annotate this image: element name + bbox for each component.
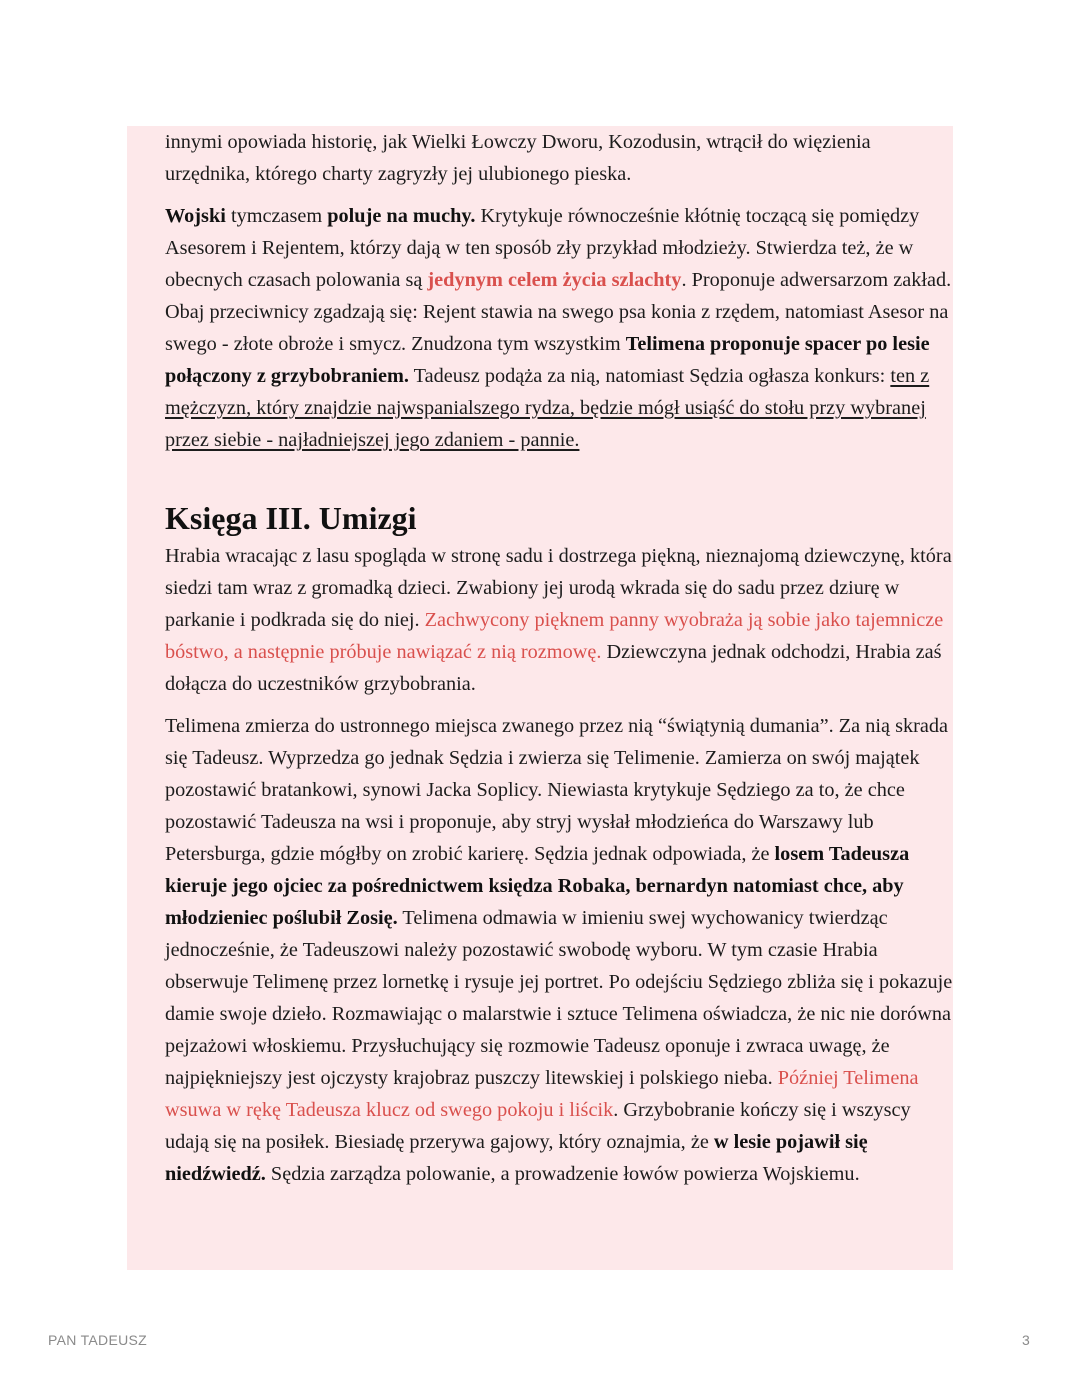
p2-bold-wojski: Wojski <box>165 205 226 227</box>
p3-text-1: Hrabia wracając z lasu spogląda w stronę sadu i dostrzega piękną, nieznajomą dziewczynę, która siedzi tam wraz z gromadką dzieci. Zwabiony jej urodą wkrada się do sadu przez dziurę w parkanie i podkrada się do niej. <box>165 545 952 631</box>
p4-text-4: Sędzia zarządza polowanie, a prowadzenie łowów powierza Wojskiemu. <box>265 1163 860 1185</box>
p4-bold-losem: losem Tadeusza kieruje jego ojciec za pośrednictwem księdza Robaka, bernardyn natomiast chce, aby młodzieniec poślubił Zosię. <box>165 843 910 929</box>
p2-text-2: Krytykuje równocześnie kłótnię toczącą się pomiędzy Asesorem i Rejentem, którzy dają w ten sposób zły przykład młodzieży. Stwierdza też, że w obecnych czasach polowania są <box>165 205 920 291</box>
paragraph-4 <box>165 710 953 1190</box>
p4-red-highlight: Później Telimena wsuwa w rękę Tadeusza klucz od swego pokoju i liścik <box>165 1067 919 1121</box>
p2-bold-muchy: poluje na muchy. <box>327 205 476 227</box>
p2-bold-telimena: Telimena proponuje spacer po lesie połączony z grzybobraniem. <box>165 333 930 387</box>
footer-title: PAN TADEUSZ <box>48 1332 147 1348</box>
p3-text-2: Dziewczyna jednak odchodzi, Hrabia zaś dołącza do uczestników grzybobrania. <box>165 641 942 695</box>
paragraph-1 <box>165 126 953 190</box>
section-heading: Księga III. Umizgi <box>165 500 417 536</box>
p2-text-1: tymczasem <box>225 205 328 227</box>
p2-text-4: Tadeusz podąża za nią, natomiast Sędzia ogłasza konkurs: <box>408 365 891 387</box>
p2-red-highlight: jedynym celem życia szlachty <box>427 269 682 291</box>
p4-bold-niedzwiedz: w lesie pojawił się niedźwiedź. <box>165 1131 868 1185</box>
p4-text-2: Telimena odmawia w imieniu swej wychowanicy twierdząc jednocześnie, że Tadeuszowi należy pozostawić swobodę wyboru. W tym czasie Hrabia obserwuje Telimenę przez lornetkę i rysuje jej portret. Po odejściu Sędziego zbliża się i pokazuje damie swoje dzieło. Rozmawiając o malarstwie i sztuce Telimena oświadcza, że nic nie dorówna pejzażowi włoskiemu. Przysłuchujący się rozmowie Tadeusz oponuje i zwraca uwagę, że najpiękniejszy jest ojczysty krajobraz puszczy litewskiej i polskiego nieba. <box>165 907 953 1089</box>
paragraph-3 <box>165 540 953 700</box>
page-content <box>165 126 953 1190</box>
p2-underlined: ten z mężczyzn, który znajdzie najwspanialszego rydza, będzie mógł usiąść do stołu przy wybranej przez siebie - najładniejszej jego zdaniem - pannie. <box>165 365 930 451</box>
p3-red-highlight: Zachwycony pięknem panny wyobraża ją sobie jako tajemnicze bóstwo, a następnie próbuje nawiązać z nią rozmowę. <box>165 609 944 663</box>
p2-text-3: . Proponuje adwersarzom zakład. Obaj przeciwnicy zgadzają się: Rejent stawia na swego psa konia z rzędem, natomiast Asesor na swego - złote obroże i smycz. Znudzona tym wszystkim <box>165 269 952 355</box>
paragraph-2 <box>165 200 953 456</box>
p4-text-3: . Grzybobranie kończy się i wszyscy udają się na posiłek. Biesiadę przerywa gajowy, który oznajmia, że <box>165 1099 911 1153</box>
p4-text-1: Telimena zmierza do ustronnego miejsca zwanego przez nią “świątynią dumania”. Za nią skrada się Tadeusz. Wyprzedza go jednak Sędzia i zwierza się Telimenie. Zamierza on swój majątek pozostawić bratankowi, synowi Jacka Soplicy. Niewiasta krytykuje Sędziego za to, że chce pozostawić Tadeusza na wsi i proponuje, aby stryj wysłał młodzieńca do Warszawy lub Petersburga, gdzie mógłby on zrobić karierę. Sędzia jednak odpowiada, że <box>165 715 949 865</box>
p1-text: innymi opowiada historię, jak Wielki Łowczy Dworu, Kozodusin, wtrącił do więzienia urzędnika, którego charty zagryzły jej ulubionego pieska. <box>165 131 871 185</box>
page-number: 3 <box>1022 1332 1030 1348</box>
